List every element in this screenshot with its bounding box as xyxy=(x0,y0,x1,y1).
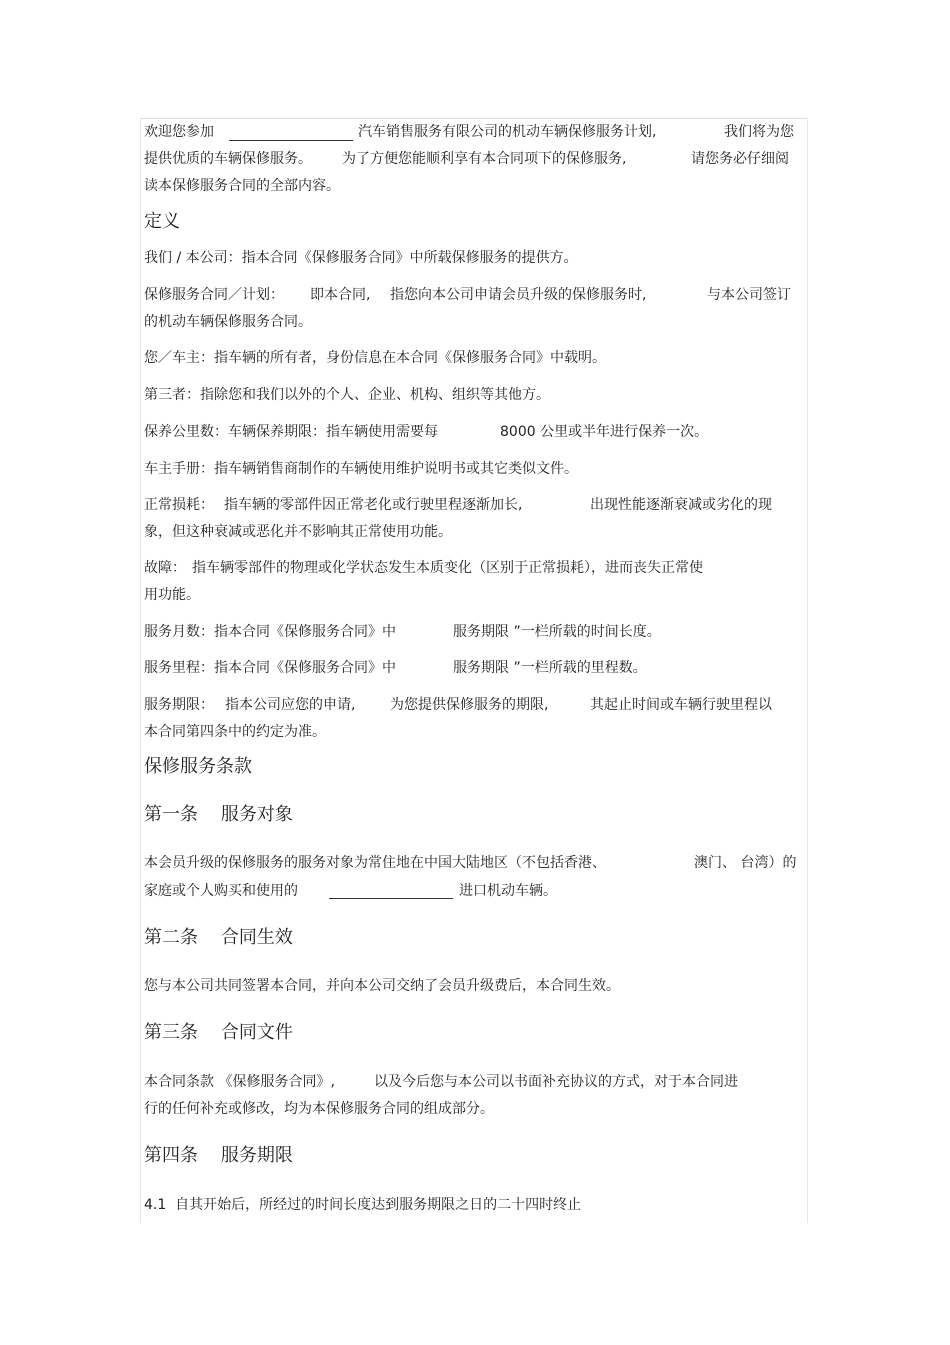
intro-text: 欢迎您参加 xyxy=(144,124,214,140)
intro-line-1b xyxy=(358,124,656,140)
definition-fault-1b: 指车辆零部件的物理或化学状态发生本质变化（区别于正常损耗），进而丧失正常使 xyxy=(192,560,703,576)
article-3-line-1b: 以及今后您与本公司以书面补充协议的方式，对于本合同进 xyxy=(374,1074,738,1090)
article-1-line-2: 家庭或个人购买和使用的 xyxy=(144,883,298,899)
article-3-line-2: 行的任何补充或修改，均为本保修服务合同的组成部分。 xyxy=(144,1101,494,1117)
article-3-line-1: 本合同条款 《保修服务合同》, xyxy=(144,1074,335,1090)
article-1-line-1b: 澳门、 台湾）的 xyxy=(694,855,797,871)
definition-contract-1c: 指您向本公司申请会员升级的保修服务时, xyxy=(390,287,647,303)
intro-text: 为了方便您能顺利享有本合同项下的保修服务, xyxy=(342,151,627,167)
intro-text: 我们将为您 xyxy=(724,124,794,140)
definition-maintenance: 保养公里数：车辆保养期限：指车辆使用需要每 xyxy=(144,424,438,440)
definition-term: 保修服务合同／计划： xyxy=(144,287,284,303)
article-2-line-1: 您与本公司共同签署本合同，并向本公司交纳了会员升级费后，本合同生效。 xyxy=(144,978,620,994)
definition-service-period-1c: 为您提供保修服务的期限, xyxy=(390,697,549,713)
definition-service-period-2: 本合同第四条中的约定为准。 xyxy=(144,724,326,740)
intro-line-1c xyxy=(724,124,794,140)
intro-text: 汽车销售服务有限公司的机动车辆保修服务计划, xyxy=(358,124,657,140)
definition-service-mileage-b: 服务期限 ”一栏所载的里程数。 xyxy=(453,660,647,676)
definition-service-mileage: 服务里程：指本合同《保修服务合同》中 xyxy=(144,660,396,676)
definition-service-period-1: 服务期限： xyxy=(144,697,214,713)
intro-text: 读本保修服务合同的全部内容。 xyxy=(144,178,340,194)
intro-line-2b xyxy=(342,151,626,167)
definition-contract-1 xyxy=(144,287,284,303)
definition-service-months-b: 服务期限 ”一栏所载的时间长度。 xyxy=(453,624,661,640)
dealer-name-blank xyxy=(229,140,353,141)
article-1-title: 第一条 服务对象 xyxy=(144,804,293,825)
article-2-title: 第二条 合同生效 xyxy=(144,927,293,948)
definition-owner: 您／车主：指车辆的所有者，身份信息在本合同《保修服务合同》中载明。 xyxy=(144,350,606,366)
vehicle-brand-blank xyxy=(329,898,453,899)
definition-fault-1: 故障： xyxy=(144,560,186,576)
article-3-title: 第三条 合同文件 xyxy=(144,1022,293,1043)
definition-maintenance-b: 8000 公里或半年进行保养一次。 xyxy=(500,424,709,440)
terms-heading: 保修服务条款 xyxy=(144,756,252,777)
definition-company: 我们 / 本公司：指本合同《保修服务合同》中所载保修服务的提供方。 xyxy=(144,250,578,266)
article-1-line-2b: 进口机动车辆。 xyxy=(459,883,557,899)
definition-wear-1b: 指车辆的零部件因正常老化或行驶里程逐渐加长, xyxy=(224,497,523,513)
definition-service-period-1b: 指本公司应您的申请, xyxy=(225,697,356,713)
definitions-heading: 定义 xyxy=(144,211,180,232)
definition-wear-1c: 出现性能逐渐衰减或劣化的现 xyxy=(590,497,772,513)
intro-text: 提供优质的车辆保修服务。 xyxy=(144,151,312,167)
article-4-line-1: 4.1 自其开始后，所经过的时间长度达到服务期限之日的二十四时终止 xyxy=(144,1197,582,1213)
definition-wear-2: 象，但这种衰减或恶化并不影响其正常使用功能。 xyxy=(144,524,452,540)
intro-line-2c xyxy=(691,151,789,167)
definition-contract-1b: 即本合同, xyxy=(310,287,371,303)
definition-fault-2: 用功能。 xyxy=(144,587,200,603)
intro-line-2 xyxy=(144,151,312,167)
definition-manual: 车主手册：指车辆销售商制作的车辆使用维护说明书或其它类似文件。 xyxy=(144,461,578,477)
definition-service-period-1d: 其起止时间或车辆行驶里程以 xyxy=(590,697,772,713)
definition-wear-1: 正常损耗： xyxy=(144,497,214,513)
article-4-title: 第四条 服务期限 xyxy=(144,1145,293,1166)
intro-text: 请您务必仔细阅 xyxy=(691,151,789,167)
definition-third-party: 第三者：指除您和我们以外的个人、企业、机构、组织等其他方。 xyxy=(144,387,550,403)
definition-contract-1d: 与本公司签订 xyxy=(707,287,791,303)
intro-line-3 xyxy=(144,178,340,194)
definition-contract-2: 的机动车辆保修服务合同。 xyxy=(144,314,312,330)
definition-service-months: 服务月数：指本合同《保修服务合同》中 xyxy=(144,624,396,640)
page-frame-top xyxy=(140,118,808,119)
page-frame-right xyxy=(807,118,808,1223)
intro-line-1 xyxy=(144,124,214,140)
article-1-line-1: 本会员升级的保修服务的服务对象为常住地在中国大陆地区（不包括香港、 xyxy=(144,855,606,871)
page-frame-left xyxy=(140,118,141,1223)
